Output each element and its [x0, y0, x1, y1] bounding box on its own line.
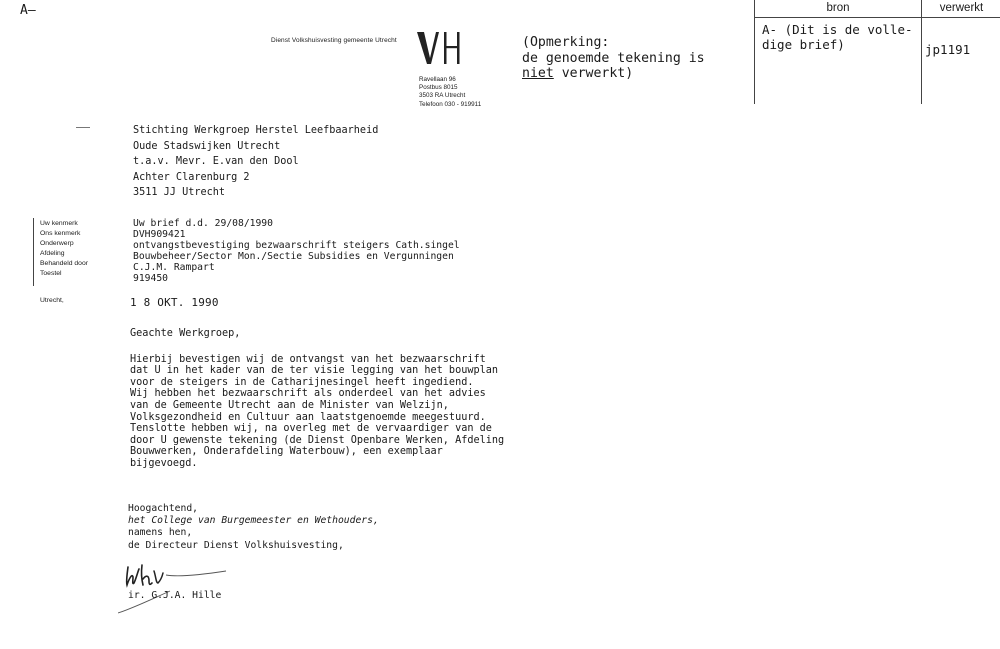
closing-line: de Directeur Dienst Volkshuisvesting, [128, 539, 344, 551]
ref-value: 919450 [133, 273, 168, 285]
ref-label: Onderwerp [40, 240, 74, 248]
recipient-line: Oude Stadswijken Utrecht [133, 140, 281, 152]
ref-label: Afdeling [40, 250, 65, 258]
body-line: voor de steigers in de Catharijnesingel heeft ingediend. [130, 376, 474, 388]
ref-value: C.J.M. Rampart [133, 262, 215, 274]
ref-label: Ons kenmerk [40, 230, 81, 238]
remark-line-3-rest: verwerkt) [553, 66, 634, 81]
ref-label: Toestel [40, 270, 62, 278]
verwerkt-header: verwerkt [922, 0, 1000, 18]
vh-logo [415, 30, 463, 71]
corner-mark: A– [20, 3, 36, 18]
body-line: Wij hebben het bezwaarschrift als onderdeel van het advies [130, 388, 486, 400]
bron-header: bron [755, 0, 922, 18]
recipient-line: Stichting Werkgroep Herstel Leefbaarheid [133, 125, 379, 136]
address-line: 3503 RA Utrecht [419, 92, 466, 100]
place-label: Utrecht, [40, 297, 64, 304]
letter-body [130, 328, 504, 470]
bron-cell [762, 22, 913, 52]
fold-mark [76, 127, 90, 128]
source-table [754, 0, 1000, 104]
ref-label: Behandeld door [40, 260, 88, 268]
body-line: Hierbij bevestigen wij de ontvangst van het bezwaarschrift [130, 353, 486, 365]
remark-line-3 [522, 66, 705, 82]
verwerkt-cell: jp1191 [925, 42, 971, 57]
reference-bar [33, 218, 34, 286]
bron-line-1: A- (Dit is de volle- [762, 22, 913, 37]
bron-line-2: dige brief) [762, 37, 845, 52]
signature-graphic [118, 555, 248, 619]
body-line: dat U in het kader van de ter visie legging van het bouwplan [130, 365, 499, 377]
closing-block [128, 503, 379, 552]
reference-labels [40, 219, 88, 280]
body-line: Volksgezondheid en Cultuur aan laatstgenoemde meegestuurd. [130, 411, 486, 423]
address-line: Telefoon 030 - 919911 [419, 100, 482, 108]
closing-line: Hoogachtend, [128, 503, 198, 514]
vh-logo-graphic [415, 30, 463, 66]
reference-values [133, 218, 460, 285]
ref-value: DVH909421 [133, 229, 186, 241]
organization-name: Dienst Volkshuisvesting gemeente Utrecht [271, 37, 397, 44]
remark-note [522, 35, 705, 82]
recipient-address [133, 123, 378, 201]
address-line: Ravellaan 96 [419, 76, 456, 83]
remark-line-2: de genoemde tekening is [522, 50, 705, 66]
body-line: van de Gemeente Utrecht aan de Minister van Welzijn, [130, 399, 449, 411]
date-stamp: 1 8 OKT. 1990 [130, 296, 219, 309]
recipient-line: Achter Clarenburg 2 [133, 171, 250, 183]
signer-name: ir. G.J.A. Hille [128, 590, 222, 601]
body-line: Tenslotte hebben wij, na overleg met de vervaardiger van de [130, 423, 492, 435]
ref-value: Uw brief d.d. 29/08/1990 [133, 218, 273, 229]
recipient-line: t.a.v. Mevr. E.van den Dool [133, 156, 299, 168]
ref-label: Uw kenmerk [40, 220, 78, 227]
ref-value: ontvangstbevestiging bezwaarschrift steigers Cath.singel [133, 240, 460, 252]
greeting: Geachte Werkgroep, [130, 328, 241, 339]
body-line: door U gewenste tekening (de Dienst Openbare Werken, Afdeling [130, 434, 505, 446]
body-line: bijgevoegd. [130, 457, 198, 469]
table-divider [921, 17, 922, 104]
remark-underlined-word: niet [522, 66, 554, 81]
recipient-line: 3511 JJ Utrecht [133, 187, 226, 199]
letterhead-address [419, 76, 481, 109]
address-line: Postbus 8015 [419, 84, 458, 92]
remark-line-1: (Opmerking: [522, 35, 610, 50]
closing-line: namens hen, [128, 527, 193, 539]
body-line: Bouwwerken, Onderafdeling Waterbouw), een exemplaar [130, 446, 443, 458]
closing-line: het College van Burgemeester en Wethouders, [128, 515, 379, 527]
ref-value: Bouwbeheer/Sector Mon./Sectie Subsidies en Vergunningen [133, 251, 454, 263]
